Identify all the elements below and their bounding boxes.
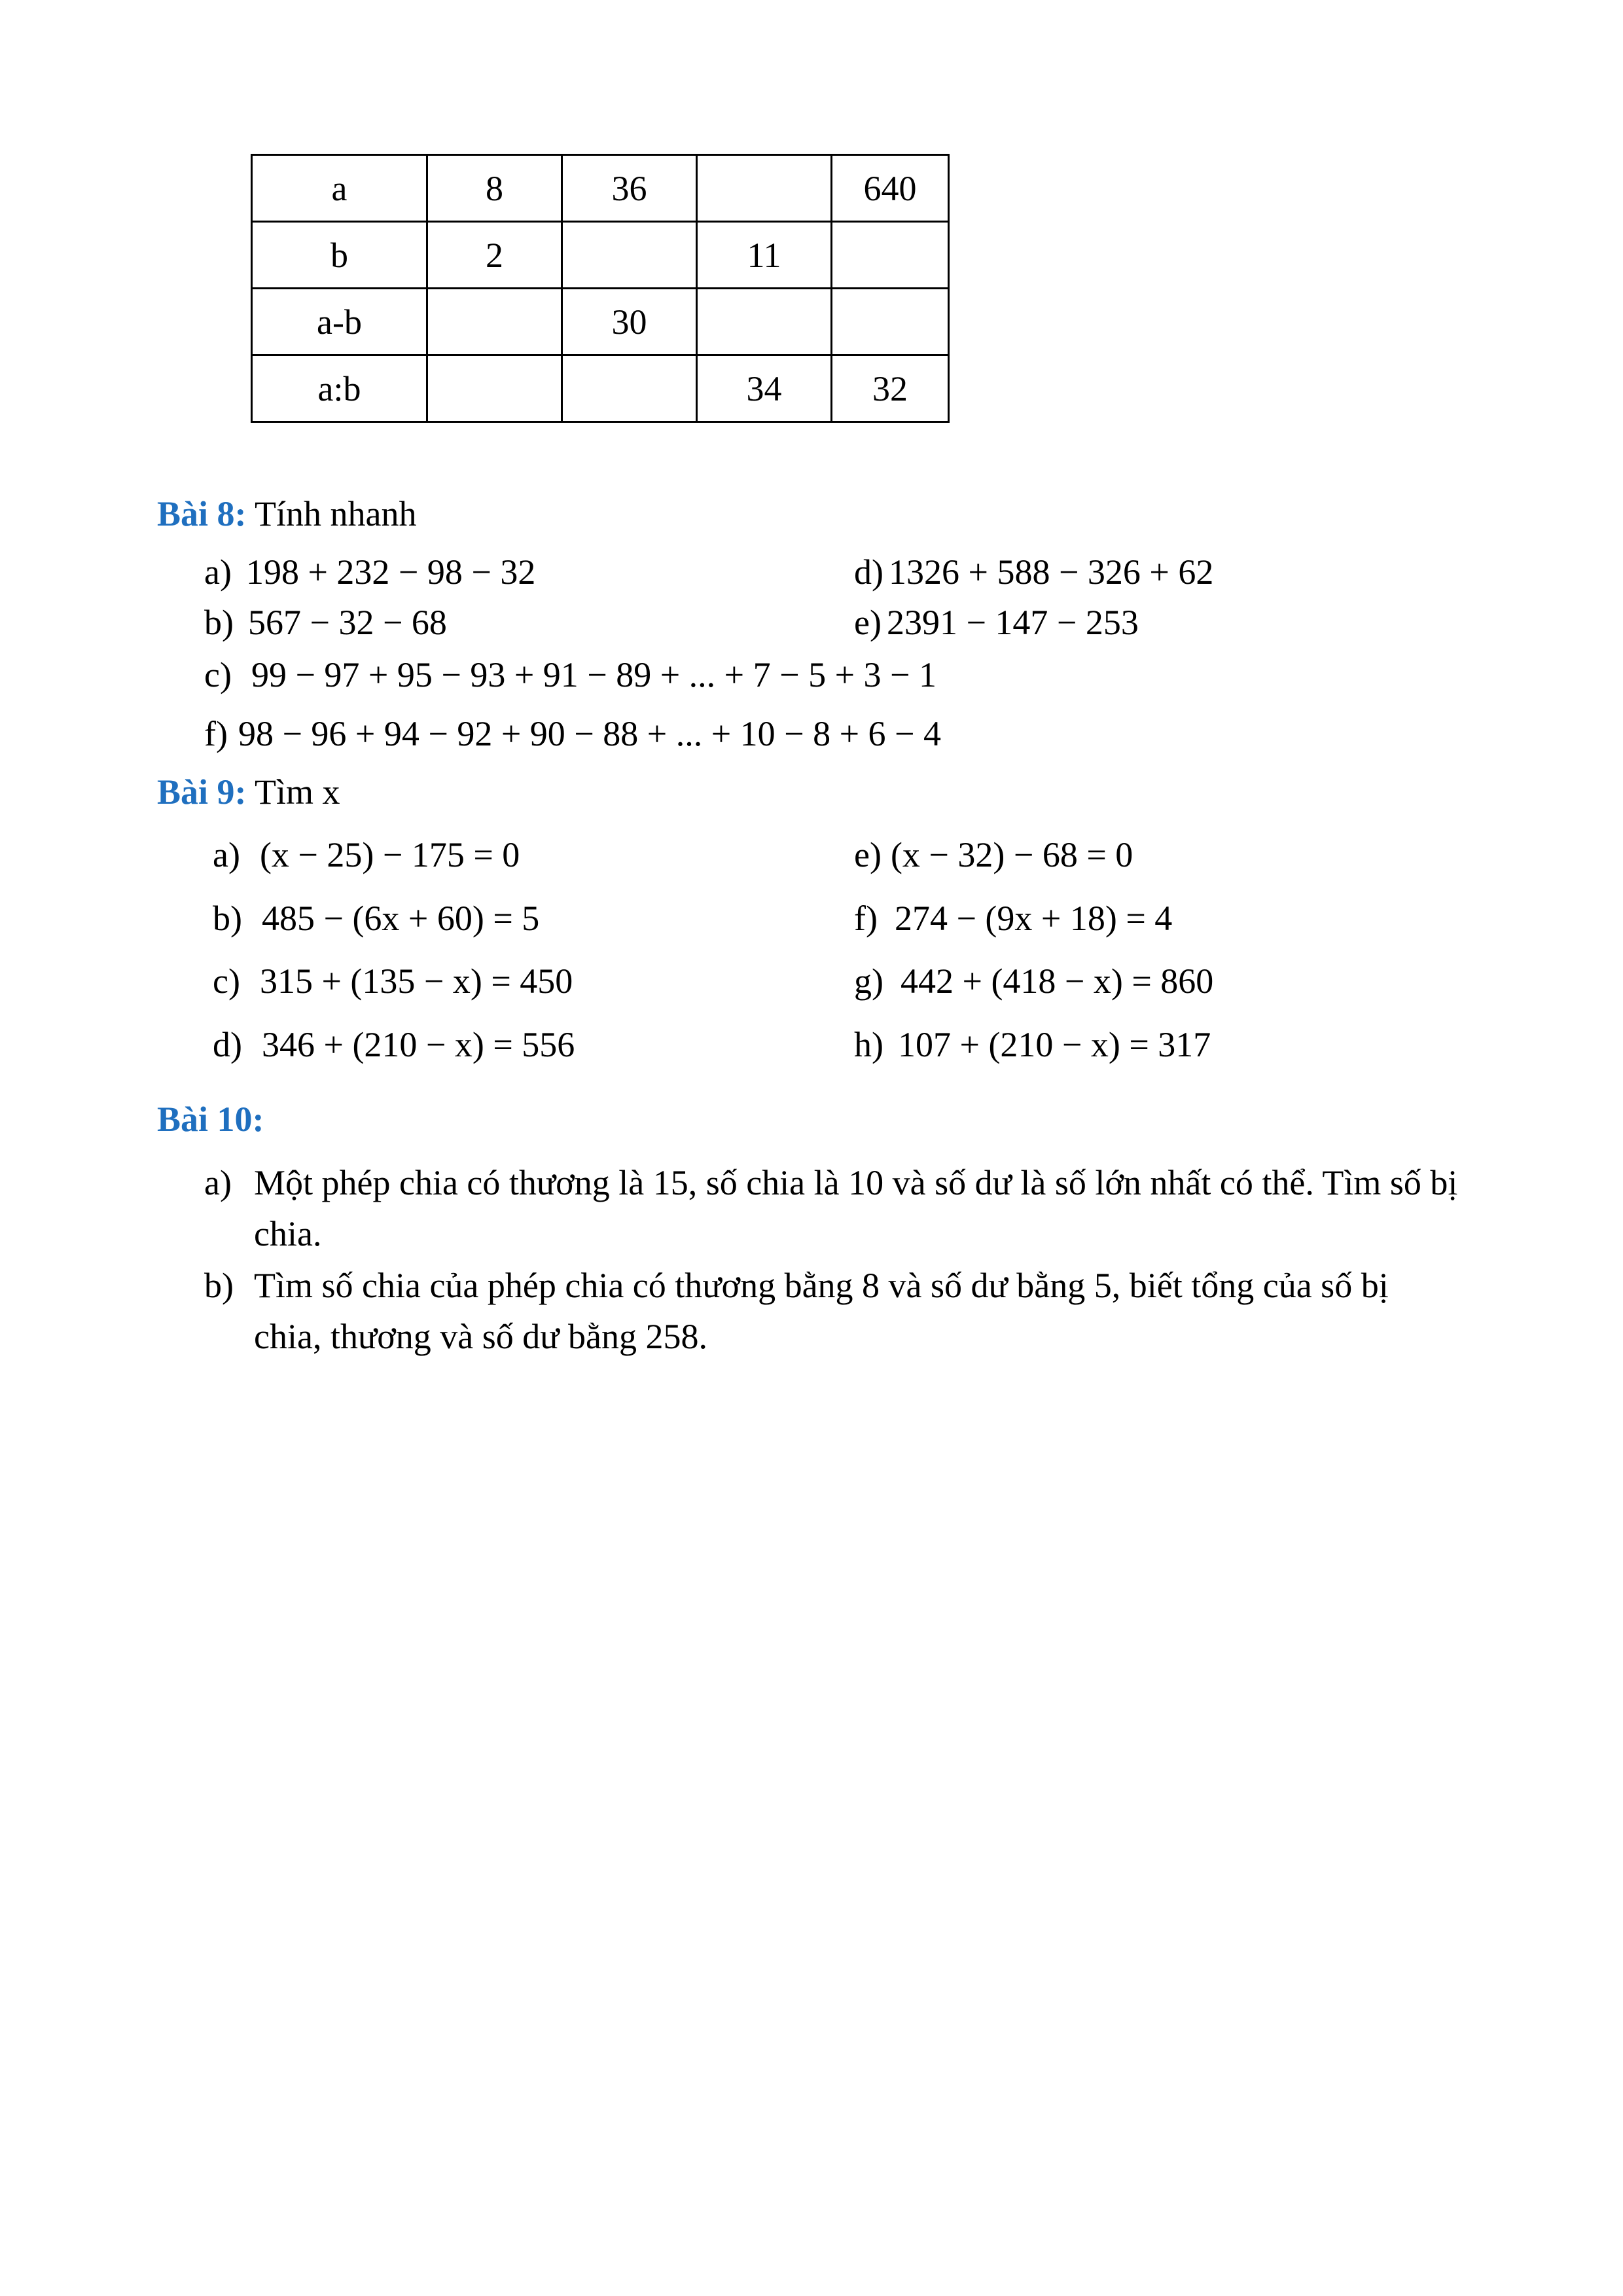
exercise-9-item-a (213, 834, 520, 875)
item-expression: 107 + (210 − x) = 317 (897, 1025, 1211, 1064)
item-expression: 99 − 97 + 95 − 93 + 91 − 89 + ... + 7 − 5 + 3 − 1 (251, 655, 936, 694)
exercise-10-heading (157, 1100, 264, 1139)
item-expression: 1326 + 588 − 326 + 62 (888, 552, 1214, 592)
exercise-10-item-b (204, 1260, 1461, 1362)
table-cell: 8 (427, 155, 562, 222)
exercise-10-label: Bài 10: (157, 1100, 264, 1139)
table-cell (697, 289, 832, 355)
item-letter: b) (213, 899, 242, 938)
exercise-8-title: Tính nhanh (255, 494, 417, 533)
item-letter: f) (204, 714, 228, 753)
table-cell: 11 (697, 222, 832, 289)
item-letter: d) (854, 552, 883, 592)
item-text: Tìm số chia của phép chia có thương bằng 8 và số dư bằng 5, biết tổng của số bị chia, thương và số dư bằng 258. (254, 1266, 1389, 1356)
table-cell: 30 (562, 289, 697, 355)
table-cell (427, 355, 562, 422)
table-cell: b (252, 222, 427, 289)
item-expression: 485 − (6x + 60) = 5 (261, 899, 540, 938)
item-letter: c) (213, 961, 240, 1001)
item-text: Một phép chia có thương là 15, số chia là 10 và số dư là số lớn nhất có thể. Tìm số bị chia. (254, 1163, 1458, 1253)
item-letter: b) (204, 1266, 234, 1305)
table-cell (562, 355, 697, 422)
table-cell (697, 155, 832, 222)
item-letter: h) (854, 1025, 883, 1064)
exercise-9-item-f (854, 898, 1172, 939)
exercise-9-item-d (213, 1024, 575, 1065)
table-cell: a (252, 155, 427, 222)
item-letter: b) (204, 603, 234, 642)
exercise-9-item-c (213, 961, 573, 1001)
item-letter: e) (854, 835, 882, 874)
exercise-9-item-g (854, 961, 1213, 1001)
value-table (251, 154, 950, 423)
table-row (252, 155, 949, 222)
item-letter: a) (204, 1163, 232, 1202)
exercise-8-item-b (204, 602, 447, 643)
item-expression: 315 + (135 − x) = 450 (259, 961, 573, 1001)
exercise-9-title: Tìm x (255, 772, 340, 812)
table-cell: 640 (832, 155, 949, 222)
exercise-10-item-a (204, 1157, 1461, 1259)
exercise-9-item-b (213, 898, 539, 939)
table-cell (832, 289, 949, 355)
exercise-8-heading (157, 494, 417, 533)
item-expression: 98 − 96 + 94 − 92 + 90 − 88 + ... + 10 − 8 + 6 − 4 (238, 714, 942, 753)
item-expression: 2391 − 147 − 253 (886, 603, 1139, 642)
table-cell: 36 (562, 155, 697, 222)
item-expression: 198 + 232 − 98 − 32 (245, 552, 536, 592)
item-letter: a) (213, 835, 240, 874)
table-row (252, 289, 949, 355)
exercise-9-item-h (854, 1024, 1211, 1065)
exercise-9-heading (157, 772, 340, 812)
item-expression: (x − 25) − 175 = 0 (259, 835, 520, 874)
exercise-9-label: Bài 9: (157, 772, 247, 812)
item-letter: c) (204, 655, 232, 694)
table-cell: a:b (252, 355, 427, 422)
table-cell: 32 (832, 355, 949, 422)
table-row (252, 222, 949, 289)
table-cell: 2 (427, 222, 562, 289)
exercise-8-item-e (854, 602, 1139, 643)
item-expression: 567 − 32 − 68 (247, 603, 447, 642)
exercise-8-item-d (854, 552, 1213, 592)
item-expression: 442 + (418 − x) = 860 (900, 961, 1214, 1001)
exercise-8-item-f (204, 713, 941, 754)
item-expression: 346 + (210 − x) = 556 (261, 1025, 575, 1064)
table-cell (832, 222, 949, 289)
exercise-8-label: Bài 8: (157, 494, 247, 533)
item-letter: g) (854, 961, 883, 1001)
item-expression: (x − 32) − 68 = 0 (890, 835, 1133, 874)
exercise-8-item-a (204, 552, 535, 592)
item-letter: f) (854, 899, 878, 938)
table-cell: 34 (697, 355, 832, 422)
item-expression: 274 − (9x + 18) = 4 (894, 899, 1173, 938)
table-cell: a-b (252, 289, 427, 355)
item-letter: e) (854, 603, 882, 642)
item-letter: d) (213, 1025, 242, 1064)
item-letter: a) (204, 552, 232, 592)
exercise-9-item-e (854, 834, 1133, 875)
table-row (252, 355, 949, 422)
exercise-8-item-c (204, 655, 936, 695)
table-cell (562, 222, 697, 289)
table-cell (427, 289, 562, 355)
